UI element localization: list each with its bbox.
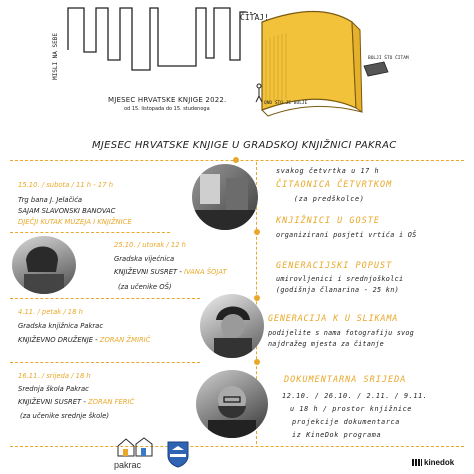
right-block-5-title: DOKUMENTARNA SRIJEDA [284, 375, 407, 385]
divider-left-2 [10, 298, 200, 299]
citaj-text: ČITAJ! [240, 13, 269, 22]
divider-bottom [10, 446, 464, 447]
right-block-2-line: organizirani posjeti vrtića i OŠ [276, 231, 417, 239]
event-1-line-1: Trg bana J. Jelačića [18, 196, 83, 204]
right-block-5-line-1: 12.10. / 26.10. / 2.11. / 9.11. [282, 392, 428, 400]
event-3-author: ZORAN ŽMIRIĆ [99, 336, 151, 344]
event-4-prefix: KNJIŽEVNI SUSRET - [18, 398, 88, 406]
month-title: MJESEC HRVATSKE KNJIGE 2022. [108, 96, 227, 104]
event-1-date: 15.10. / subota / 11 h - 17 h [18, 181, 114, 189]
kinedok-logo-text: kinedok [424, 458, 455, 467]
pakrac-logo-text: pakrac [114, 460, 142, 470]
divider-dot [254, 359, 260, 365]
event-2-note: (za učenike OŠ) [118, 283, 172, 291]
right-block-2-title: KNJIŽNICI U GOSTE [276, 216, 380, 226]
right-block-5-line-4: iz KineDok programa [292, 431, 382, 439]
event-3-line-1: Gradska knjižnica Pakrac [18, 322, 104, 330]
right-block-1-sub: (za predškolce) [294, 195, 365, 203]
event-4-date: 16.11. / srijeda / 18 h [18, 372, 91, 380]
event-4-note: (za učenike srednje škole) [20, 412, 109, 420]
book-illustration [0, 0, 474, 125]
main-title: MJESEC HRVATSKE KNJIGE U GRADSKOJ KNJIŽNICI PAKRAC [92, 140, 397, 151]
month-dates: od 15. listopada do 15. studenoga [124, 106, 210, 112]
kinedok-mark-icon [412, 459, 422, 466]
photo-sajam [192, 164, 258, 230]
divider-left-3 [10, 362, 200, 363]
event-3-prefix: KNJIŽEVNO DRUŽENJE - [18, 336, 100, 344]
event-3-title [18, 336, 150, 345]
right-block-4-line-2: najdražeg mjesta za čitanje [268, 340, 384, 348]
right-block-3-line-2: (godišnja članarina - 25 kn) [276, 286, 399, 294]
event-4-title [18, 398, 134, 407]
event-4-author: ZORAN FERIĆ [87, 398, 135, 406]
right-block-4-line-1: podijelite s nama fotografiju svog [268, 329, 414, 337]
right-block-3-title: GENERACIJSKI POPUST [276, 261, 393, 271]
photo-ivana-sojat [12, 236, 76, 294]
divider-dot [254, 295, 260, 301]
right-block-5-line-3: projekcije dokumentarca [292, 418, 400, 426]
coat-of-arms-icon [166, 440, 190, 468]
right-block-1-line: svakog četvrtka u 17 h [276, 167, 380, 175]
event-2-date: 25.10. / utorak / 12 h [114, 241, 186, 249]
event-2-line-1: Gradska vijećnica [114, 255, 175, 263]
event-2-author: IVANA ŠOJAT [183, 268, 227, 276]
event-1-line-2: SAJAM SLAVONSKI BANOVAC [18, 207, 116, 215]
divider-dot [254, 229, 260, 235]
divider-dot [233, 157, 239, 163]
header-illustration [0, 0, 474, 125]
right-block-1-title: ČITAONICA ČETVRTKOM [276, 180, 393, 190]
vertical-caption: MISLI NA SEBE [52, 33, 59, 80]
event-1-highlight: DJEČJI KUTAK MUZEJA I KNJIŽNICE [18, 218, 132, 226]
event-2-prefix: KNJIŽEVNI SUSRET - [114, 268, 184, 276]
event-4-line-1: Srednja škola Pakrac [18, 385, 89, 393]
divider-left-1 [10, 232, 170, 233]
right-block-5-line-2: u 18 h / prostor knjižnice [290, 405, 412, 413]
book-note-1: BOLJI ŠTO ČITAM [368, 56, 409, 61]
photo-zoran-zmiric [200, 294, 264, 358]
event-3-date: 4.11. / petak / 18 h [18, 308, 83, 316]
pakrac-logo [114, 436, 158, 470]
photo-zoran-feric [196, 370, 268, 438]
event-2-title [114, 268, 227, 277]
kinedok-logo [412, 458, 454, 467]
right-block-3-line-1: umirovljenici i srednjoškolci [276, 275, 404, 283]
right-block-4-title: GENERACIJA K U SLIKAMA [268, 314, 399, 324]
book-note-2: ONO ŠTO JE BOLJE [264, 101, 308, 106]
